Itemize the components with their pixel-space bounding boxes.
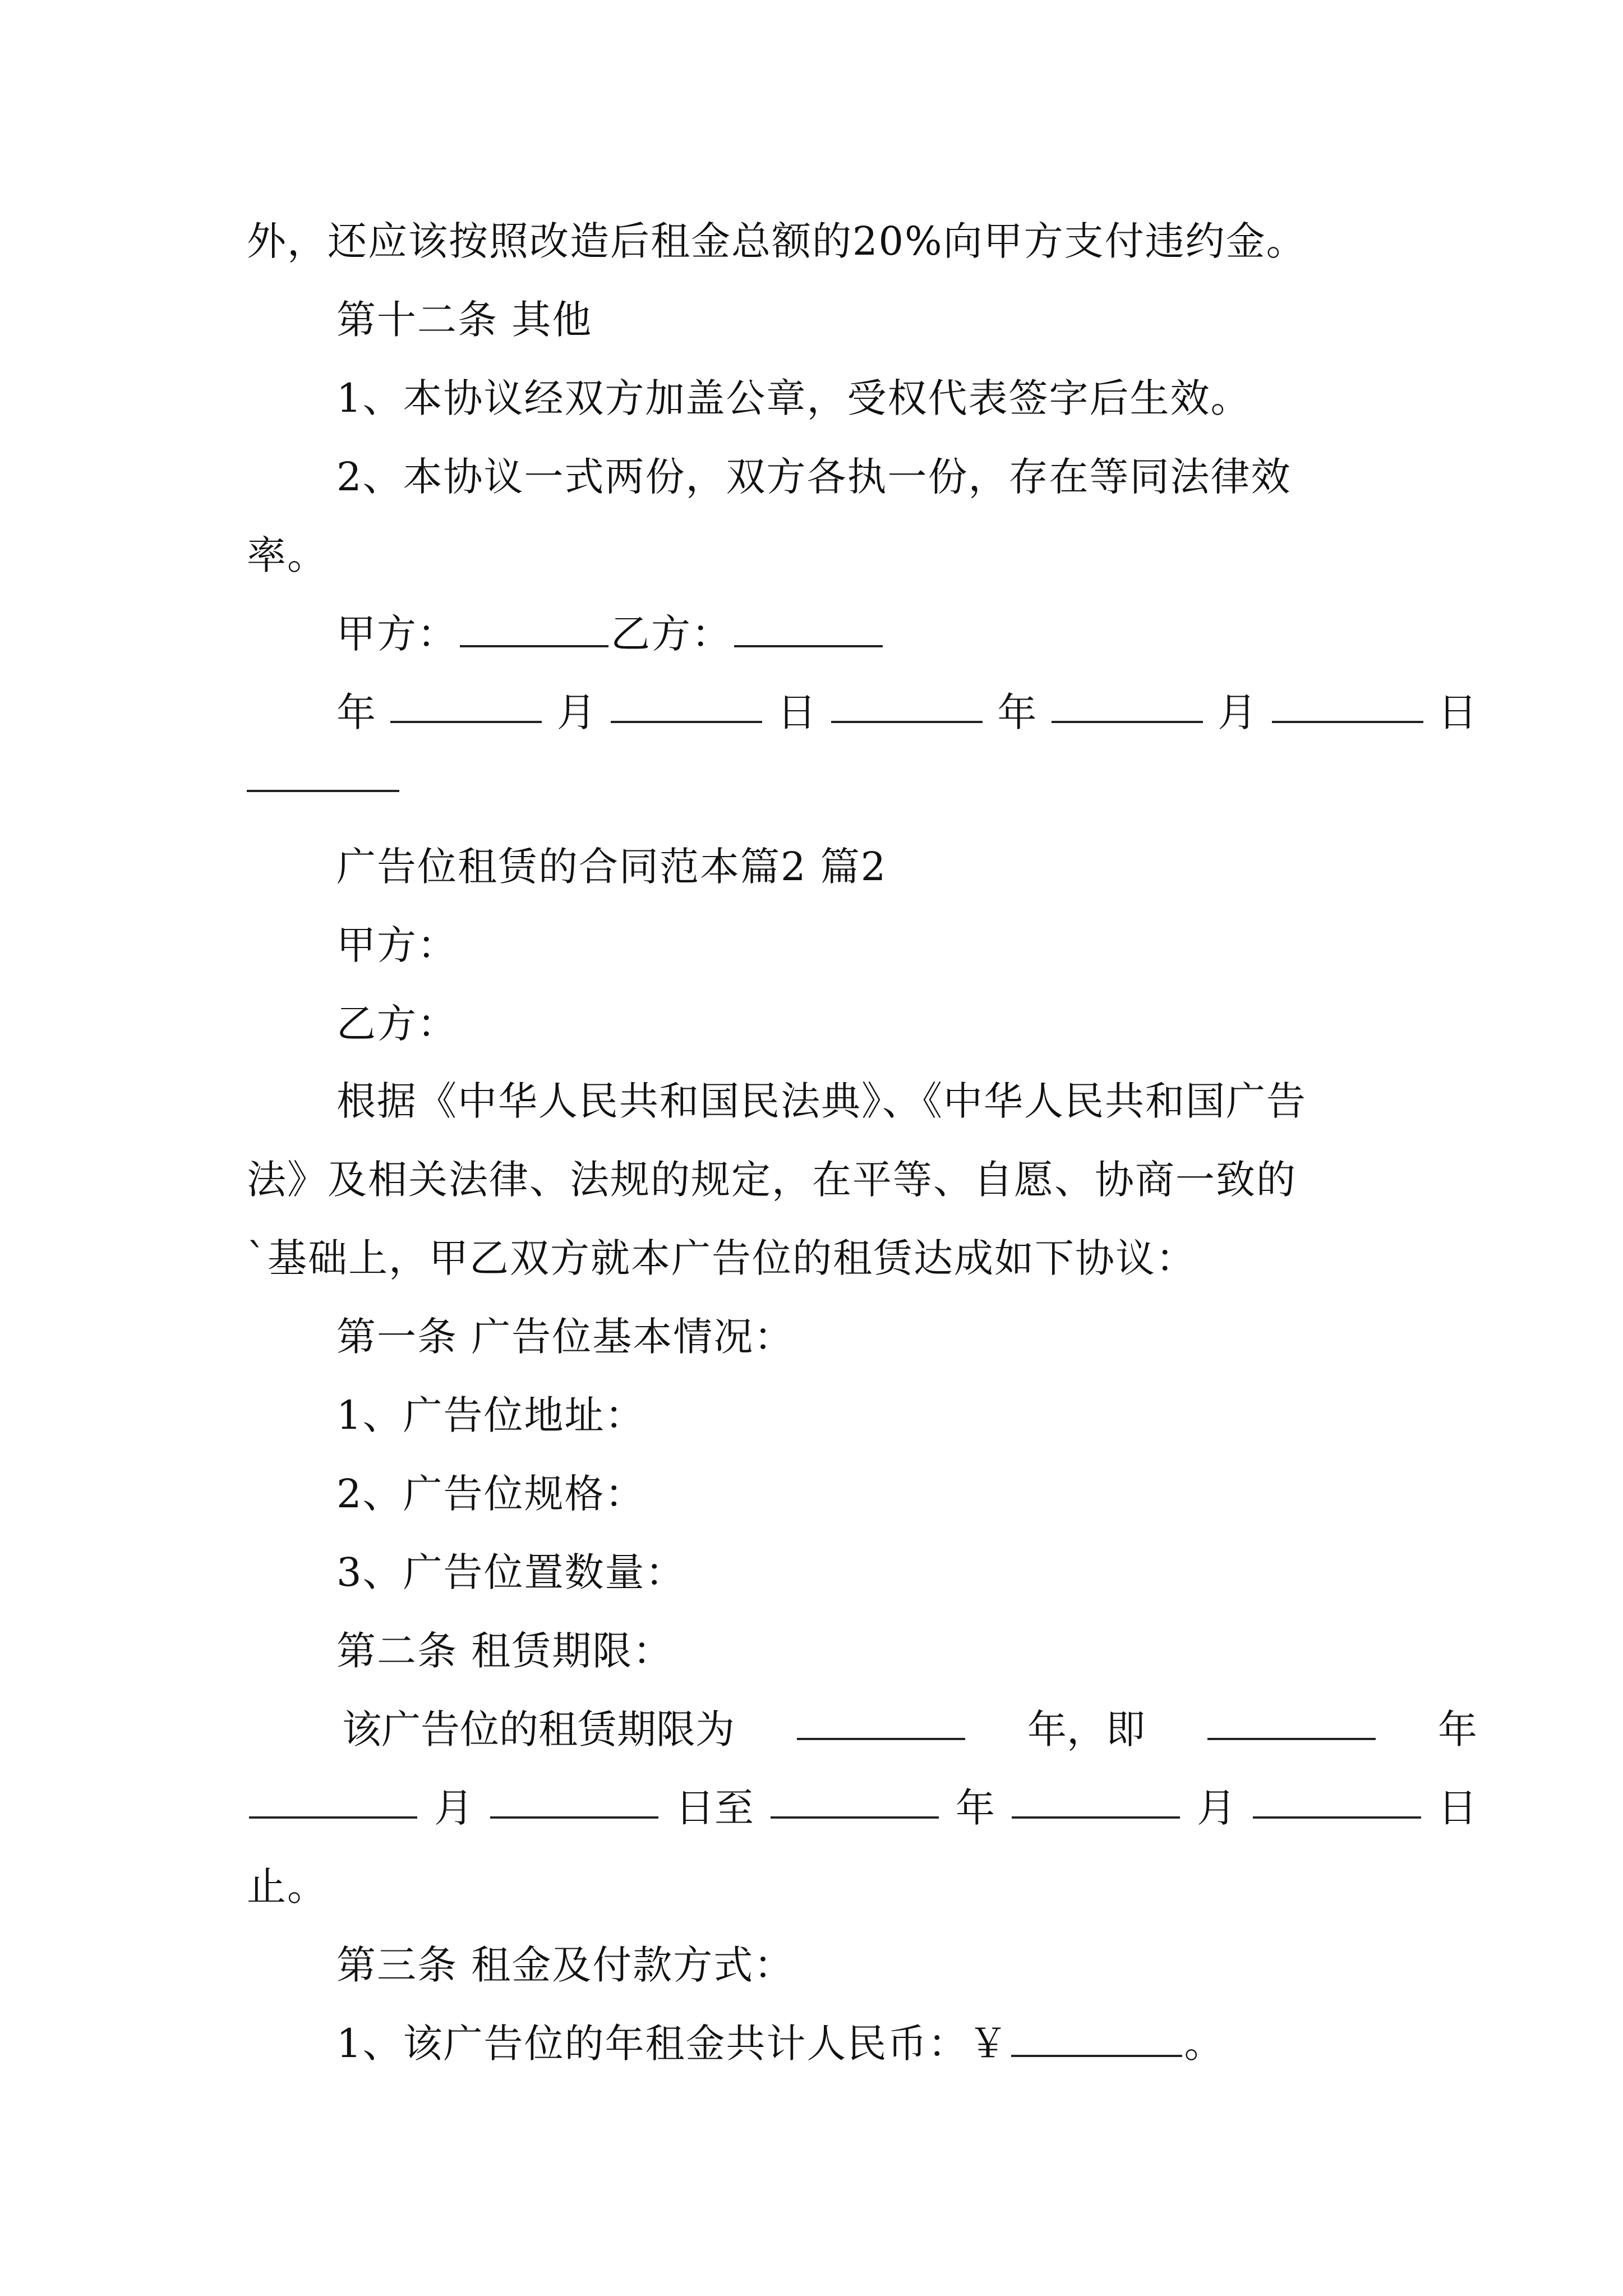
text-line: 外，还应该按照改造后租金总额的20%向甲方支付违约金。 xyxy=(247,218,1307,264)
text-line: 2、本协议一式两份，双方各执一份，存在等同法律效 xyxy=(336,454,1292,500)
party-b-blank xyxy=(734,611,883,647)
party-a-label: 甲方： xyxy=(336,611,458,657)
term-blank xyxy=(771,1783,939,1819)
text-line: 根据《中华人民共和国民法典》、《中华人民共和国广告 xyxy=(336,1078,1307,1124)
date-blank xyxy=(390,687,542,723)
term-blank xyxy=(1012,1783,1180,1819)
rent-blank xyxy=(1011,2021,1182,2057)
party-a-label: 甲方： xyxy=(336,922,458,968)
party-b-label: 乙方： xyxy=(336,1001,458,1047)
article-heading: 第三条 租金及付款方式： xyxy=(336,1942,795,1988)
term-blank xyxy=(249,1783,417,1819)
date-blank xyxy=(247,790,399,792)
term-blank xyxy=(1253,1783,1421,1819)
term-blank xyxy=(490,1783,658,1819)
date-day-label: 日 xyxy=(1437,689,1477,735)
list-item: 2、广告位规格： xyxy=(336,1471,645,1517)
date-blank xyxy=(1272,687,1423,723)
date-month-label: 月 xyxy=(556,689,596,735)
term-day-label: 日至 xyxy=(675,1785,754,1831)
rent-label: 1、该广告位的年租金共计人民币：￥ xyxy=(336,2021,1009,2067)
list-item: 3、广告位置数量： xyxy=(336,1549,686,1595)
term-year-label: 年 xyxy=(1438,1706,1477,1752)
text-line: 率。 xyxy=(247,532,328,578)
text-line: 1、本协议经双方加盖公章，受权代表签字后生效。 xyxy=(336,375,1251,421)
term-day-label: 日 xyxy=(1438,1785,1477,1831)
article-heading: 第一条 广告位基本情况： xyxy=(336,1314,795,1360)
date-month-label: 月 xyxy=(1218,689,1257,735)
list-item: 1、广告位地址： xyxy=(336,1392,645,1438)
article-heading: 第十二条 其他 xyxy=(336,297,593,343)
party-a-blank xyxy=(460,611,608,647)
article-heading: 第二条 租赁期限： xyxy=(336,1628,674,1674)
term-year-label: 年 xyxy=(956,1785,995,1831)
date-blank xyxy=(611,687,762,723)
term-line xyxy=(342,1704,1477,1755)
text-line: `基础上，甲乙双方就本广告位的租赁达成如下协议： xyxy=(247,1235,1196,1281)
date-day-label: 日 xyxy=(777,689,817,735)
term-prefix: 该广告位的租赁期限为 xyxy=(342,1706,735,1752)
text-line: 法》及相关法律、法规的规定，在平等、自愿、协商一致的 xyxy=(247,1157,1297,1203)
term-month-label: 月 xyxy=(1197,1785,1236,1831)
party-b-label: 乙方： xyxy=(611,611,732,657)
term-blank xyxy=(1207,1704,1376,1740)
date-year-label: 年 xyxy=(997,689,1037,735)
term-blank xyxy=(797,1704,965,1740)
section-title: 广告位租赁的合同范本篇2 篇2 xyxy=(336,844,887,890)
term-year-label: 年，即 xyxy=(1027,1706,1145,1752)
term-month-label: 月 xyxy=(434,1785,473,1831)
signature-line xyxy=(336,609,885,659)
term-line xyxy=(247,1783,1477,1833)
date-blank xyxy=(831,687,983,723)
date-line xyxy=(336,687,1477,738)
rent-suffix: 。 xyxy=(1184,2021,1225,2067)
date-year-label: 年 xyxy=(336,689,376,735)
list-item xyxy=(336,2018,1225,2069)
text-line: 止。 xyxy=(247,1864,328,1910)
date-blank xyxy=(1052,687,1203,723)
